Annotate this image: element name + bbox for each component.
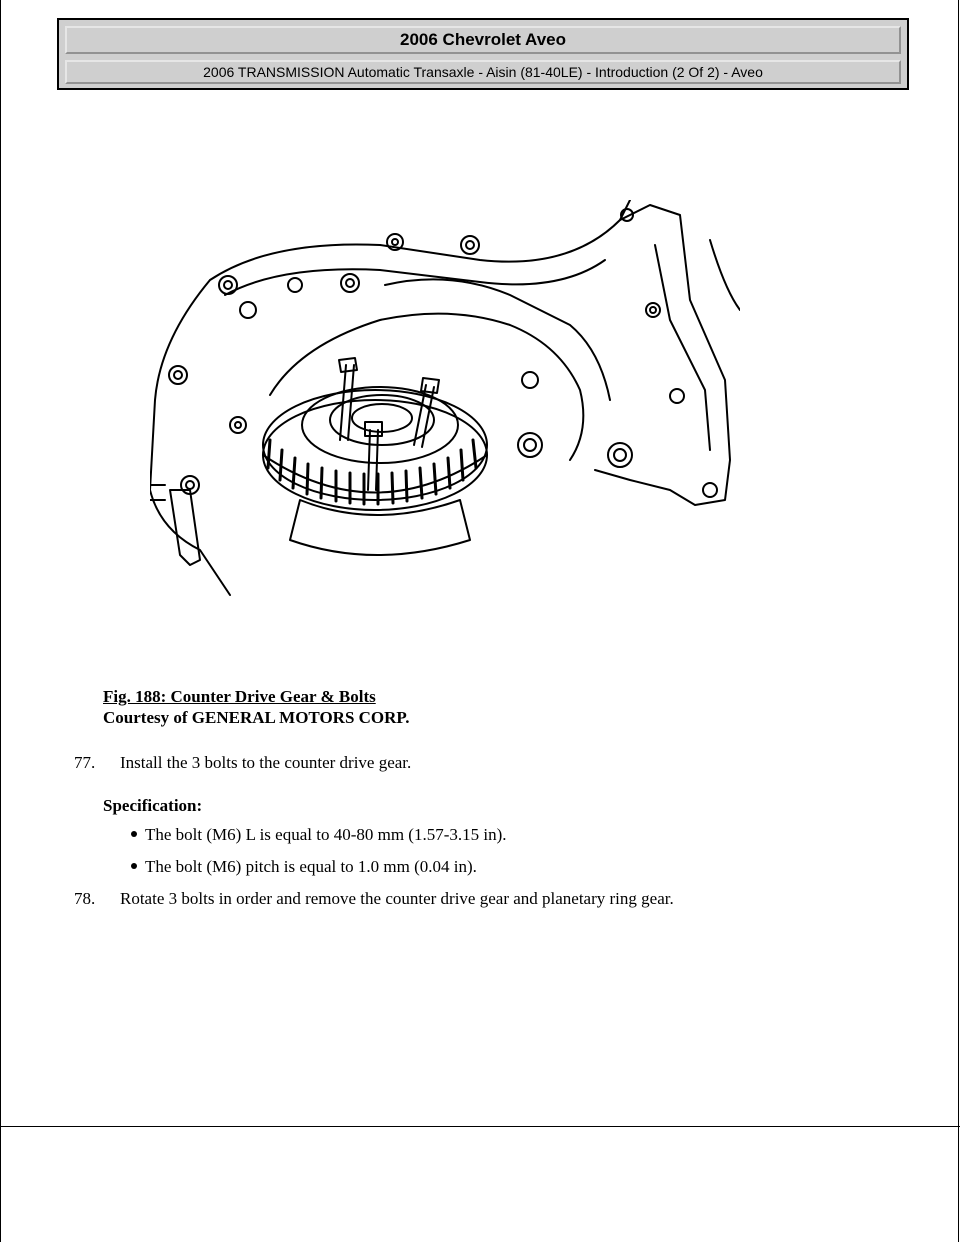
step-text: Rotate 3 bolts in order and remove the counter drive gear and planetary ring gear. (120, 889, 674, 908)
spec-item (131, 825, 507, 845)
figure-caption-title[interactable]: Fig. 188: Counter Drive Gear & Bolts (103, 687, 376, 706)
bullet-icon (131, 863, 137, 869)
header-subtitle: 2006 TRANSMISSION Automatic Transaxle - Aisin (81-40LE) - Introduction (2 Of 2) - Aveo (65, 60, 901, 84)
step-text: Install the 3 bolts to the counter drive gear. (120, 753, 412, 772)
counter-drive-gear-illustration (150, 200, 740, 605)
bullet-icon (131, 831, 137, 837)
header-title: 2006 Chevrolet Aveo (65, 26, 901, 54)
step-number: 78. (74, 889, 96, 908)
bottom-rule (0, 1126, 960, 1127)
spec-item-text: The bolt (M6) pitch is equal to 1.0 mm (0.04 in). (145, 857, 477, 876)
figure-caption-credit: Courtesy of GENERAL MOTORS CORP. (103, 708, 410, 727)
specification-label: Specification: (103, 796, 203, 815)
step-number: 77. (74, 753, 96, 772)
spec-item-text: The bolt (M6) L is equal to 40-80 mm (1.57-3.15 in). (145, 825, 507, 844)
document-header (57, 18, 909, 90)
spec-item (131, 857, 477, 877)
figure-caption (103, 686, 410, 728)
